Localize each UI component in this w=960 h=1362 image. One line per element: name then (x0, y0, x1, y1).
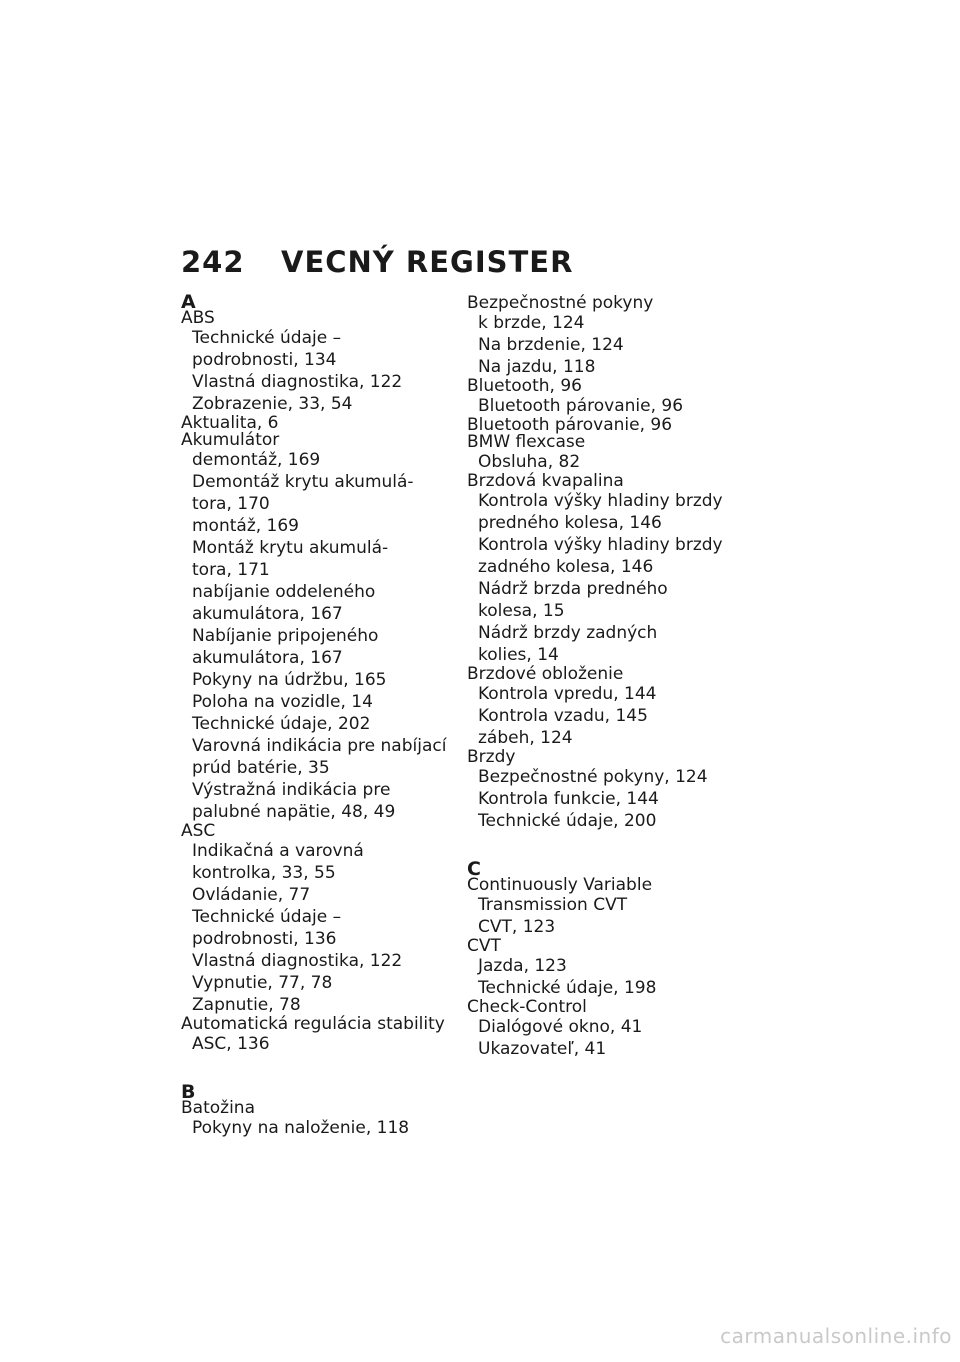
index-subentry-line: predného kolesa, 146 (478, 513, 662, 533)
index-subentry-line: tora, 171 (192, 560, 270, 580)
index-subentry-line: Montáž krytu akumulá- (192, 538, 389, 558)
index-subentry (467, 490, 757, 534)
index-subentry (467, 451, 757, 473)
index-subentry (181, 669, 471, 691)
index-entry (181, 310, 471, 415)
index-subentry (181, 713, 471, 735)
index-subentry (181, 735, 471, 779)
index-entry (467, 295, 757, 378)
index-subentry (181, 471, 471, 515)
index-entry-label: CVT (467, 936, 501, 956)
index-subentry-line: tora, 170 (192, 494, 270, 514)
index-entry (467, 938, 757, 999)
index-subentry-line: CVT, 123 (478, 917, 556, 937)
index-entry (467, 666, 757, 749)
index-subentry-line: Ovládanie, 77 (192, 885, 311, 905)
index-subentry (467, 334, 757, 356)
index-subentry-line: akumulátora, 167 (192, 648, 343, 668)
index-subentry (181, 393, 471, 415)
index-entry-label: BMW flexcase (467, 432, 586, 452)
index-subentry-line: Technické údaje, 200 (478, 811, 657, 831)
index-subentry-line: montáž, 169 (192, 516, 299, 536)
index-subentry (467, 1038, 757, 1060)
index-subentry-line: akumulátora, 167 (192, 604, 343, 624)
index-entry (467, 378, 757, 417)
index-entry-label: Brzdová kvapalina (467, 471, 624, 491)
index-subentry-line: podrobnosti, 134 (192, 350, 337, 370)
index-entry (467, 473, 757, 666)
index-entry-label: Check-Control (467, 997, 587, 1017)
index-subentry-line: Vypnutie, 77, 78 (192, 973, 333, 993)
index-entry (181, 823, 471, 1016)
index-subentry-line: Nádrž brzdy zadných (478, 623, 658, 643)
index-entry-label: Continuously Variable (467, 875, 653, 895)
index-subentry-line: Ukazovateľ, 41 (478, 1039, 607, 1059)
index-entry (467, 877, 757, 938)
index-subentry (467, 705, 757, 727)
index-subentry-line: palubné napätie, 48, 49 (192, 802, 396, 822)
index-subentry-line: Kontrola výšky hladiny brzdy (478, 491, 723, 511)
index-subentry (181, 515, 471, 537)
index-subentry-line: Nabíjanie pripojeného (192, 626, 379, 646)
index-subentry-line: Obsluha, 82 (478, 452, 581, 472)
index-subentry (467, 788, 757, 810)
section-letter: A (181, 291, 196, 313)
index-subentry (181, 779, 471, 823)
index-subentry (467, 977, 757, 999)
index-subentry-line: Technické údaje, 202 (192, 714, 371, 734)
index-subentry (467, 395, 757, 417)
index-subentry (181, 1117, 471, 1139)
index-subentry (467, 916, 757, 938)
index-subentry-line: Technické údaje, 198 (478, 978, 657, 998)
index-subentry (181, 371, 471, 393)
index-entry-label: Bluetooth párovanie, 96 (467, 415, 673, 435)
index-subentry (181, 327, 471, 371)
index-subentry (181, 906, 471, 950)
page-header (181, 245, 573, 279)
index-subentry-line: Bezpečnostné pokyny, 124 (478, 767, 708, 787)
index-entry (181, 1016, 471, 1055)
index-subentry-line: Vlastná diagnostika, 122 (192, 951, 403, 971)
index-subentry (181, 691, 471, 713)
index-entry (467, 999, 757, 1060)
index-subentry (181, 1033, 471, 1055)
index-subentry-line: Nádrž brzda predného (478, 579, 668, 599)
index-subentry-line: kolesa, 15 (478, 601, 565, 621)
index-subentry-line: Varovná indikácia pre nabíjací (192, 736, 447, 756)
index-subentry (181, 449, 471, 471)
index-subentry-line: kolies, 14 (478, 645, 559, 665)
index-subentry-line: Transmission CVT (478, 895, 628, 915)
index-subentry-line: Technické údaje – (192, 328, 342, 348)
index-subentry (181, 994, 471, 1016)
index-entry-label: Aktualita, 6 (181, 413, 279, 433)
watermark: carmanualsonline.info (720, 1324, 952, 1348)
index-subentry-line: zábeh, 124 (478, 728, 573, 748)
index-subentry (467, 955, 757, 977)
index-entry-label: ABS (181, 308, 215, 328)
index-subentry (467, 356, 757, 378)
index-entry (181, 1100, 471, 1139)
index-subentry-line: Dialógové okno, 41 (478, 1017, 643, 1037)
index-subentry (181, 625, 471, 669)
index-subentry-line: Kontrola výšky hladiny brzdy (478, 535, 723, 555)
index-subentry-line: prúd batérie, 35 (192, 758, 330, 778)
index-subentry-line: Vlastná diagnostika, 122 (192, 372, 403, 392)
index-subentry-line: Zapnutie, 78 (192, 995, 301, 1015)
index-entry-label: Brzdové obloženie (467, 664, 624, 684)
index-subentry-line: Technické údaje – (192, 907, 342, 927)
index-subentry-line: demontáž, 169 (192, 450, 321, 470)
index-subentry (181, 537, 471, 581)
index-subentry-line: Na brzdenie, 124 (478, 335, 624, 355)
index-subentry (467, 727, 757, 749)
index-entry (181, 432, 471, 823)
index-subentry-line: ASC, 136 (192, 1034, 270, 1054)
index-subentry-line: Indikačná a varovná (192, 841, 364, 861)
index-column-left (181, 291, 471, 1139)
index-entry-label: Akumulátor (181, 430, 280, 450)
page-number: 242 (181, 245, 245, 279)
index-subentry-line: Výstražná indikácia pre (192, 780, 391, 800)
index-subentry-line: Pokyny na údržbu, 165 (192, 670, 387, 690)
index-entry-label: Brzdy (467, 747, 516, 767)
index-subentry (467, 810, 757, 832)
index-entry-label: Automatická regulácia stability (181, 1014, 445, 1034)
page-title: VECNÝ REGISTER (281, 245, 574, 279)
index-subentry (467, 683, 757, 705)
index-subentry-line: k brzde, 124 (478, 313, 585, 333)
index-subentry-line: kontrolka, 33, 55 (192, 863, 336, 883)
index-subentry-line: nabíjanie oddeleného (192, 582, 376, 602)
index-subentry-line: Na jazdu, 118 (478, 357, 596, 377)
index-subentry (181, 972, 471, 994)
index-subentry (181, 950, 471, 972)
index-subentry-line: Kontrola vpredu, 144 (478, 684, 657, 704)
index-entry-label: Bluetooth, 96 (467, 376, 582, 396)
index-subentry-line: Kontrola vzadu, 145 (478, 706, 648, 726)
index-subentry (467, 622, 757, 666)
index-subentry (467, 766, 757, 788)
index-subentry (181, 884, 471, 906)
index-subentry (467, 894, 757, 916)
index-subentry (467, 578, 757, 622)
index-subentry-line: zadného kolesa, 146 (478, 557, 654, 577)
index-subentry-line: Demontáž krytu akumulá- (192, 472, 414, 492)
index-subentry-line: Poloha na vozidle, 14 (192, 692, 373, 712)
index-entry-label: ASC (181, 821, 216, 841)
index-subentry (181, 581, 471, 625)
index-subentry (467, 534, 757, 578)
index-subentry (467, 1016, 757, 1038)
index-subentry (467, 312, 757, 334)
index-subentry-line: Zobrazenie, 33, 54 (192, 394, 353, 414)
index-entry-label: Batožina (181, 1098, 255, 1118)
index-entry (467, 434, 757, 473)
index-column-right (467, 295, 757, 1060)
index-subentry-line: Bluetooth párovanie, 96 (478, 396, 684, 416)
section-letter: B (181, 1081, 196, 1103)
section-letter: C (467, 858, 481, 880)
index-subentry-line: podrobnosti, 136 (192, 929, 337, 949)
index-subentry (181, 840, 471, 884)
index-entry (467, 749, 757, 832)
index-entry-label: Bezpečnostné pokyny (467, 293, 654, 313)
index-subentry-line: Pokyny na naloženie, 118 (192, 1118, 410, 1138)
index-subentry-line: Jazda, 123 (478, 956, 567, 976)
index-subentry-line: Kontrola funkcie, 144 (478, 789, 659, 809)
